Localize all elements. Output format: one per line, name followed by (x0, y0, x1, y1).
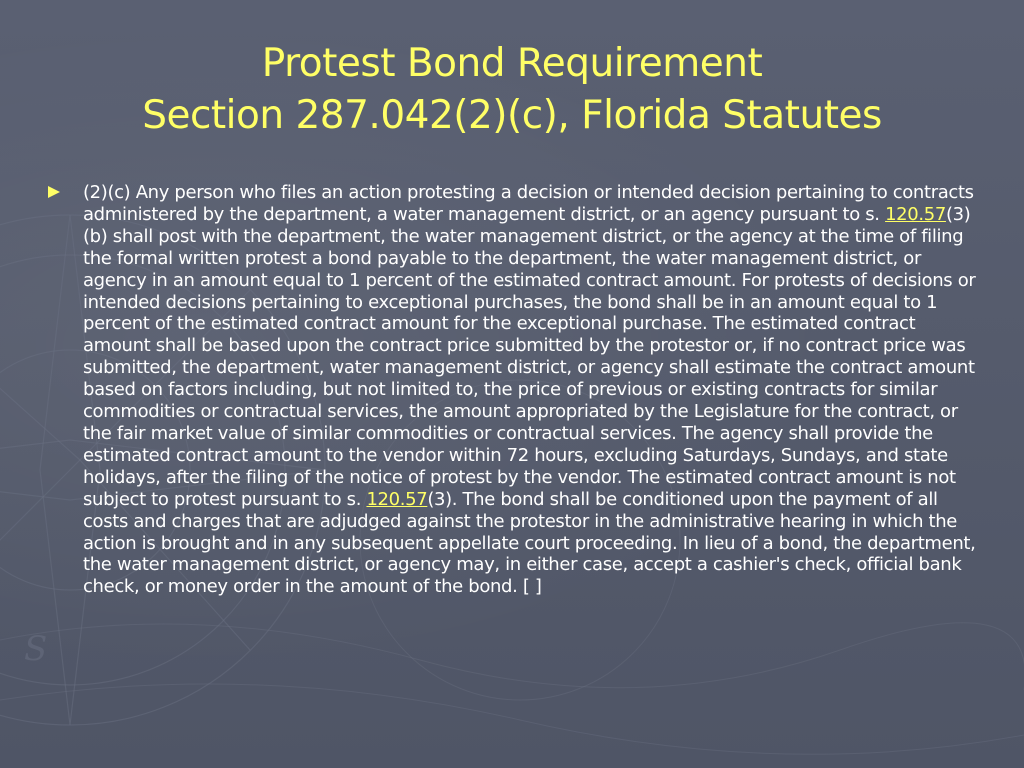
bullet-item (44, 182, 984, 598)
statute-text-part-1: (2)(c) Any person who files an action protesting a decision or intended decision pertaining to contracts administered by the department, a water management district, or an agency pursuant to s. (83, 182, 974, 225)
statute-text (83, 182, 984, 598)
triangle-bullet-icon (47, 185, 61, 199)
svg-text:S: S (24, 629, 48, 669)
slide-content (44, 182, 984, 598)
statute-link-120-57-first[interactable]: 120.57 (885, 203, 946, 225)
slide-title (60, 38, 964, 142)
title-line-2: Section 287.042(2)(c), Florida Statutes (142, 93, 882, 138)
statute-link-120-57-second[interactable]: 120.57 (366, 488, 428, 510)
statute-text-part-3: (3). The bond shall be conditioned upon the payment of all costs and charges that are adjudged against the protestor in the administrative hearing in which the action is brought and in any subsequent appellate court proceeding. In lieu of a bond, the department, the water management district, or agency may, in either case, accept a cashier's check, official bank check, or money order in the amount of the bond. [ ] (83, 488, 976, 598)
title-line-1: Protest Bond Requirement (261, 41, 763, 86)
statute-text-part-2: (3)(b) shall post with the department, the water management district, or the agency at the time of filing the formal written protest a bond payable to the department, the water management district, or agency in an amount equal to 1 percent of the estimated contract amount. For protests of decisions or intended decisions pertaining to exceptional purchases, the bond shall be in an amount equal to 1 percent of the estimated contract amount for the exceptional purchase. The estimated contract amount shall be based upon the contract price submitted by the protestor or, if no contract price was submitted, the department, water management district, or agency shall estimate the contract amount based on factors including, but not limited to, the price of previous or existing contracts for similar commodities or contractual services, the amount appropriated by the Legislature for the contract, or the fair market value of similar commodities or contractual services. The agency shall provide the estimated contract amount to the vendor within 72 hours, excluding Saturdays, Sundays, and state holidays, after the filing of the notice of protest by the vendor. The estimated contract amount is not subject to protest pursuant to s. (83, 203, 976, 510)
